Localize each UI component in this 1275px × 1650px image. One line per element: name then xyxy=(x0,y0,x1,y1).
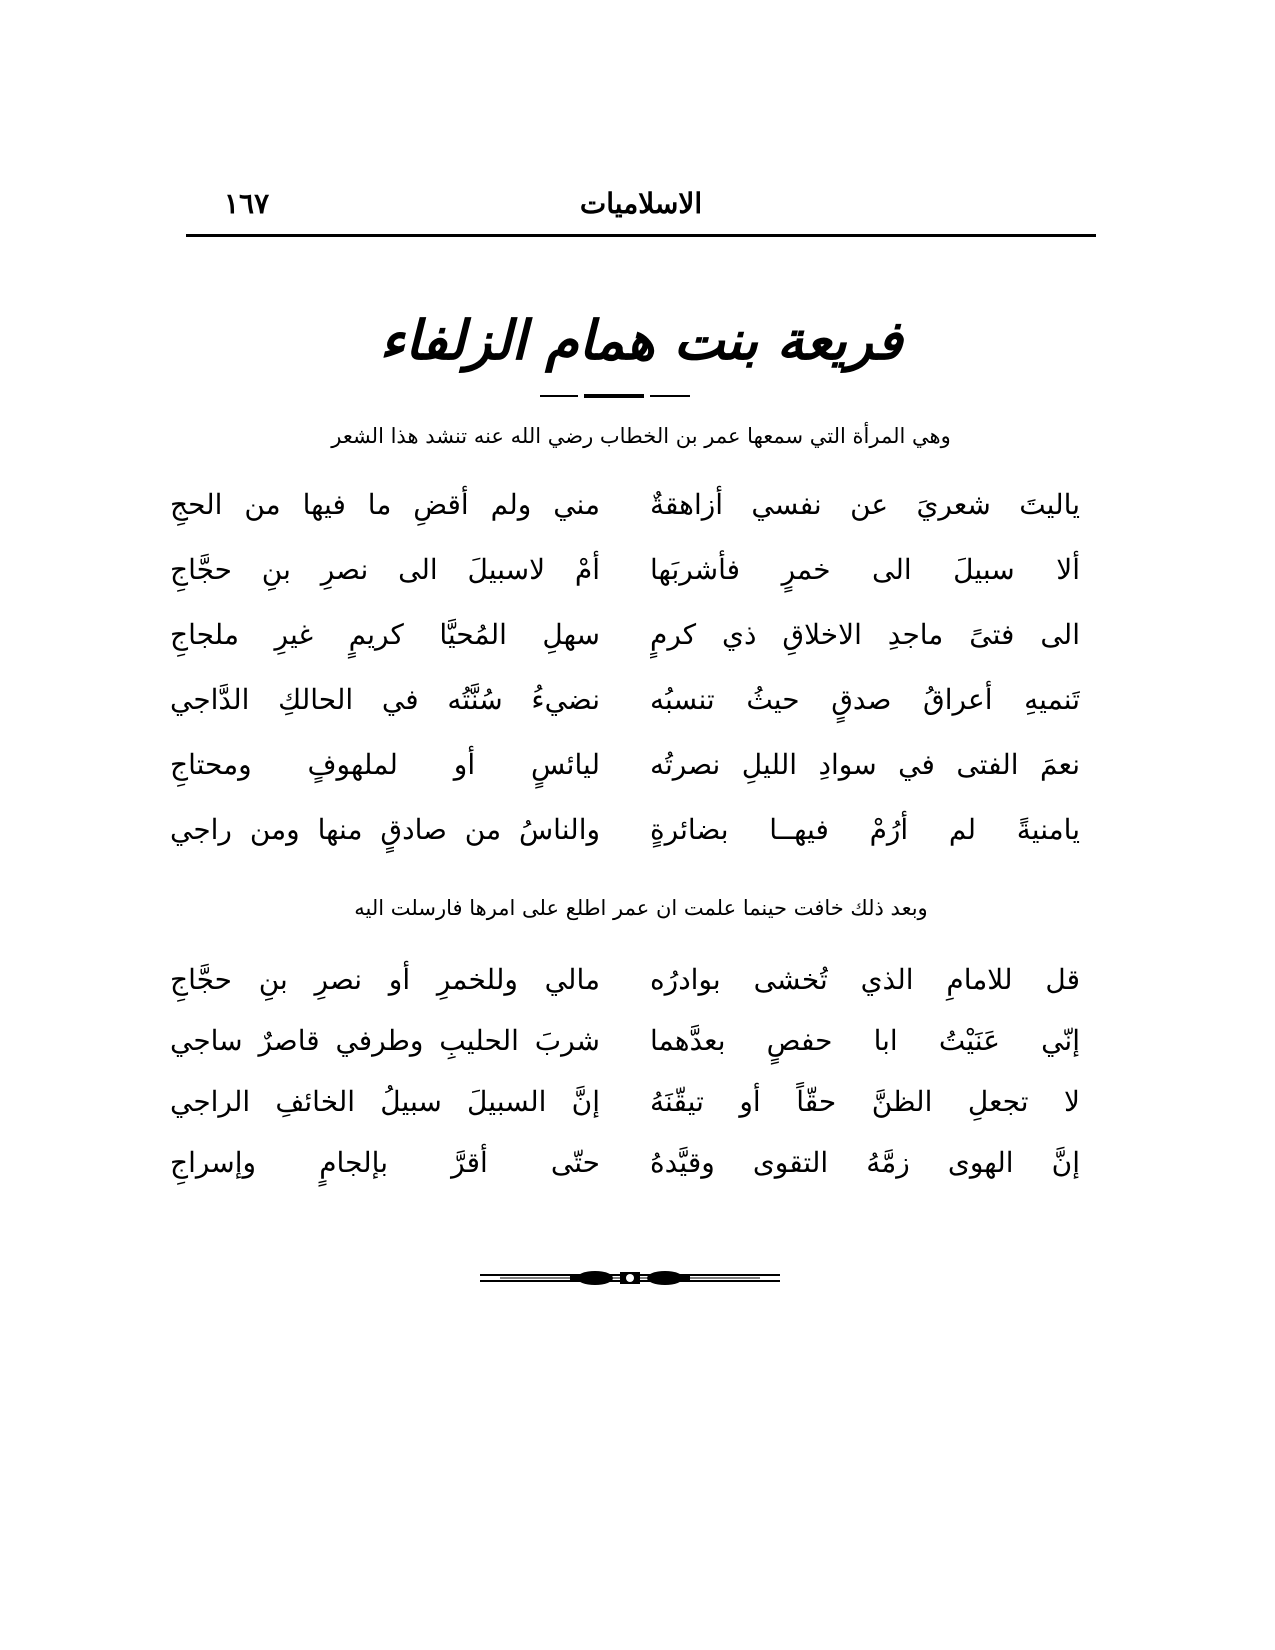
verse xyxy=(160,540,1080,605)
poem-title: فريعة بنت همام الزلفاء xyxy=(379,308,903,372)
title-divider xyxy=(540,395,690,398)
verse-second-hemistich: حتّى أقرَّ بإلجامٍ وإسراجِ xyxy=(170,1146,600,1179)
verse-first-hemistich: قل للامامِ الذي تُخشى بوادرُه xyxy=(650,963,1080,996)
verse-second-hemistich: سهلِ المُحيَّا كريمٍ غيرِ ملجاجِ xyxy=(170,618,600,651)
verse-first-hemistich: ياليتَ شعريَ عن نفسي أزاهقةٌ xyxy=(650,488,1080,521)
verse xyxy=(160,950,1080,1011)
verse-first-hemistich: تَنميهِ أعراقُ صدقٍ حيثُ تنسبُه xyxy=(650,683,1080,716)
verse-second-hemistich: إنَّ السبيلَ سبيلُ الخائفِ الراجي xyxy=(170,1085,600,1118)
verse xyxy=(160,800,1080,865)
stanza-1 xyxy=(160,475,1080,865)
verse-second-hemistich: مني ولم أقضِ ما فيها من الحجِ xyxy=(170,488,600,521)
verse-second-hemistich: مالي وللخمرِ أو نصرِ بنِ حجَّاجِ xyxy=(170,963,600,996)
verse-first-hemistich: لا تجعلِ الظنَّ حقّاً أو تيقّنَهُ xyxy=(650,1085,1080,1118)
verse-second-hemistich: والناسُ من صادقٍ منها ومن راجي xyxy=(170,813,600,846)
end-ornament xyxy=(480,1268,780,1288)
stanza-2 xyxy=(160,950,1080,1194)
page-header xyxy=(186,180,1096,230)
verse-first-hemistich: إنّي عَنَيْتُ ابا حفصٍ بعدَّهما xyxy=(650,1024,1080,1057)
verse-first-hemistich: إنَّ الهوى زمَّهُ التقوى وقيَّدهُ xyxy=(650,1146,1080,1179)
running-title: الاسلاميات xyxy=(579,187,703,220)
verse-first-hemistich: يامنيةً لم أرُمْ فيهــا بضائرةٍ xyxy=(650,813,1080,846)
intro-note: وهي المرأة التي سمعها عمر بن الخطاب رضي الله عنه تنشد هذا الشعر xyxy=(331,424,951,448)
verse-second-hemistich: نضيءُ سُنَّتُه في الحالكِ الدَّاجي xyxy=(170,683,600,716)
verse-first-hemistich: ألا سبيلَ الى خمرٍ فأشربَها xyxy=(650,553,1080,586)
verse xyxy=(160,1011,1080,1072)
narrative-note: وبعد ذلك خافت حينما علمت ان عمر اطلع على امرها فارسلت اليه xyxy=(354,896,928,920)
verse xyxy=(160,735,1080,800)
verse xyxy=(160,1072,1080,1133)
verse-first-hemistich: نعمَ الفتى في سوادِ الليلِ نصرتُه xyxy=(650,748,1080,781)
verse xyxy=(160,475,1080,540)
verse xyxy=(160,670,1080,735)
verse-first-hemistich: الى فتىً ماجدِ الاخلاقِ ذي كرمٍ xyxy=(650,618,1080,651)
verse-second-hemistich: شربَ الحليبِ وطرفي قاصرٌ ساجي xyxy=(170,1024,600,1057)
header-rule xyxy=(186,234,1096,237)
verse xyxy=(160,1133,1080,1194)
page-number: ١٦٧ xyxy=(224,187,270,220)
verse-second-hemistich: ليائسٍ أو لملهوفٍ ومحتاجِ xyxy=(170,748,600,781)
verse-second-hemistich: أمْ لاسبيلَ الى نصرِ بنِ حجَّاجِ xyxy=(170,553,600,586)
verse xyxy=(160,605,1080,670)
